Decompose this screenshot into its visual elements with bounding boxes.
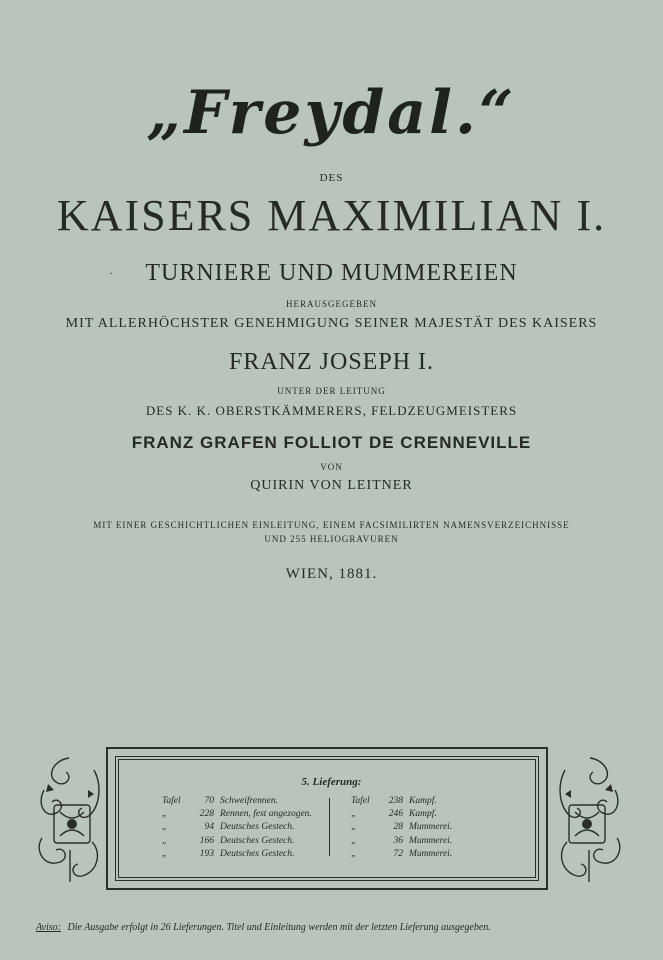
lieferung-title: 5. Lieferung: — [301, 776, 362, 788]
left-ornament-icon — [34, 750, 104, 885]
place-year: WIEN, 1881. — [285, 566, 378, 582]
subtitle: TURNIERE UND MUMMEREIEN — [145, 260, 518, 286]
leitung-label: UNTER DER LEITUNG — [277, 386, 386, 396]
list-item: „ 94 Deutsches Gestech. — [162, 822, 295, 833]
von-label: VON — [320, 462, 343, 472]
list-item: „ 36 Mummerei. — [351, 835, 453, 846]
list-item: Tafel 70 Schweifrennen. — [162, 796, 278, 806]
plates-left-list — [162, 795, 322, 861]
list-item: „ 193 Deutsches Gestech. — [162, 848, 295, 859]
stray-dot: . — [110, 266, 113, 277]
author-name: QUIRIN VON LEITNER — [250, 478, 413, 493]
aviso-text: Die Ausgabe erfolgt in 26 Lieferungen. Titel und Einleitung werden mit der letzten Lieferung ausgegeben. — [67, 922, 491, 933]
aviso-label: Aviso: — [36, 922, 61, 933]
einleitung-line-2: UND 255 HELIOGRAVUREN — [264, 534, 399, 544]
einleitung-line-1: MIT EINER GESCHICHTLICHEN EINLEITUNG, EINEM FACSIMILIRTEN NAMENSVERZEICHNISSE — [93, 520, 570, 530]
list-item: Tafel 238 Kampf. — [351, 796, 437, 806]
grafen-name: FRANZ GRAFEN FOLLIOT DE CRENNEVILLE — [131, 433, 532, 452]
genehmigung-line: MIT ALLERHÖCHSTER GENEHMIGUNG SEINER MAJESTÄT DES KAISERS — [65, 316, 598, 331]
list-item: „ 28 Mummerei. — [351, 822, 453, 833]
column-divider — [329, 798, 330, 856]
oberst-line: DES K. K. OBERSTKÄMMERERS, FELDZEUGMEISTERS — [145, 403, 518, 418]
list-item: „ 166 Deutsches Gestech. — [162, 835, 295, 846]
plates-right-list — [351, 795, 511, 861]
title-des: DES — [319, 172, 344, 184]
herausgegeben-label: HERAUSGEGEBEN — [286, 299, 377, 309]
list-item: „ 72 Mummerei. — [351, 848, 453, 859]
title-kaisers: KAISERS MAXIMILIAN I. — [56, 191, 607, 240]
emperor-name: FRANZ JOSEPH I. — [228, 349, 435, 375]
aviso-note — [36, 922, 491, 933]
list-item: „ 246 Kampf. — [351, 809, 437, 820]
list-item: „ 228 Rennen, fest angezogen. — [162, 809, 312, 820]
right-ornament-icon — [555, 750, 625, 885]
title-freydal: „Freydal.“ — [146, 78, 517, 148]
